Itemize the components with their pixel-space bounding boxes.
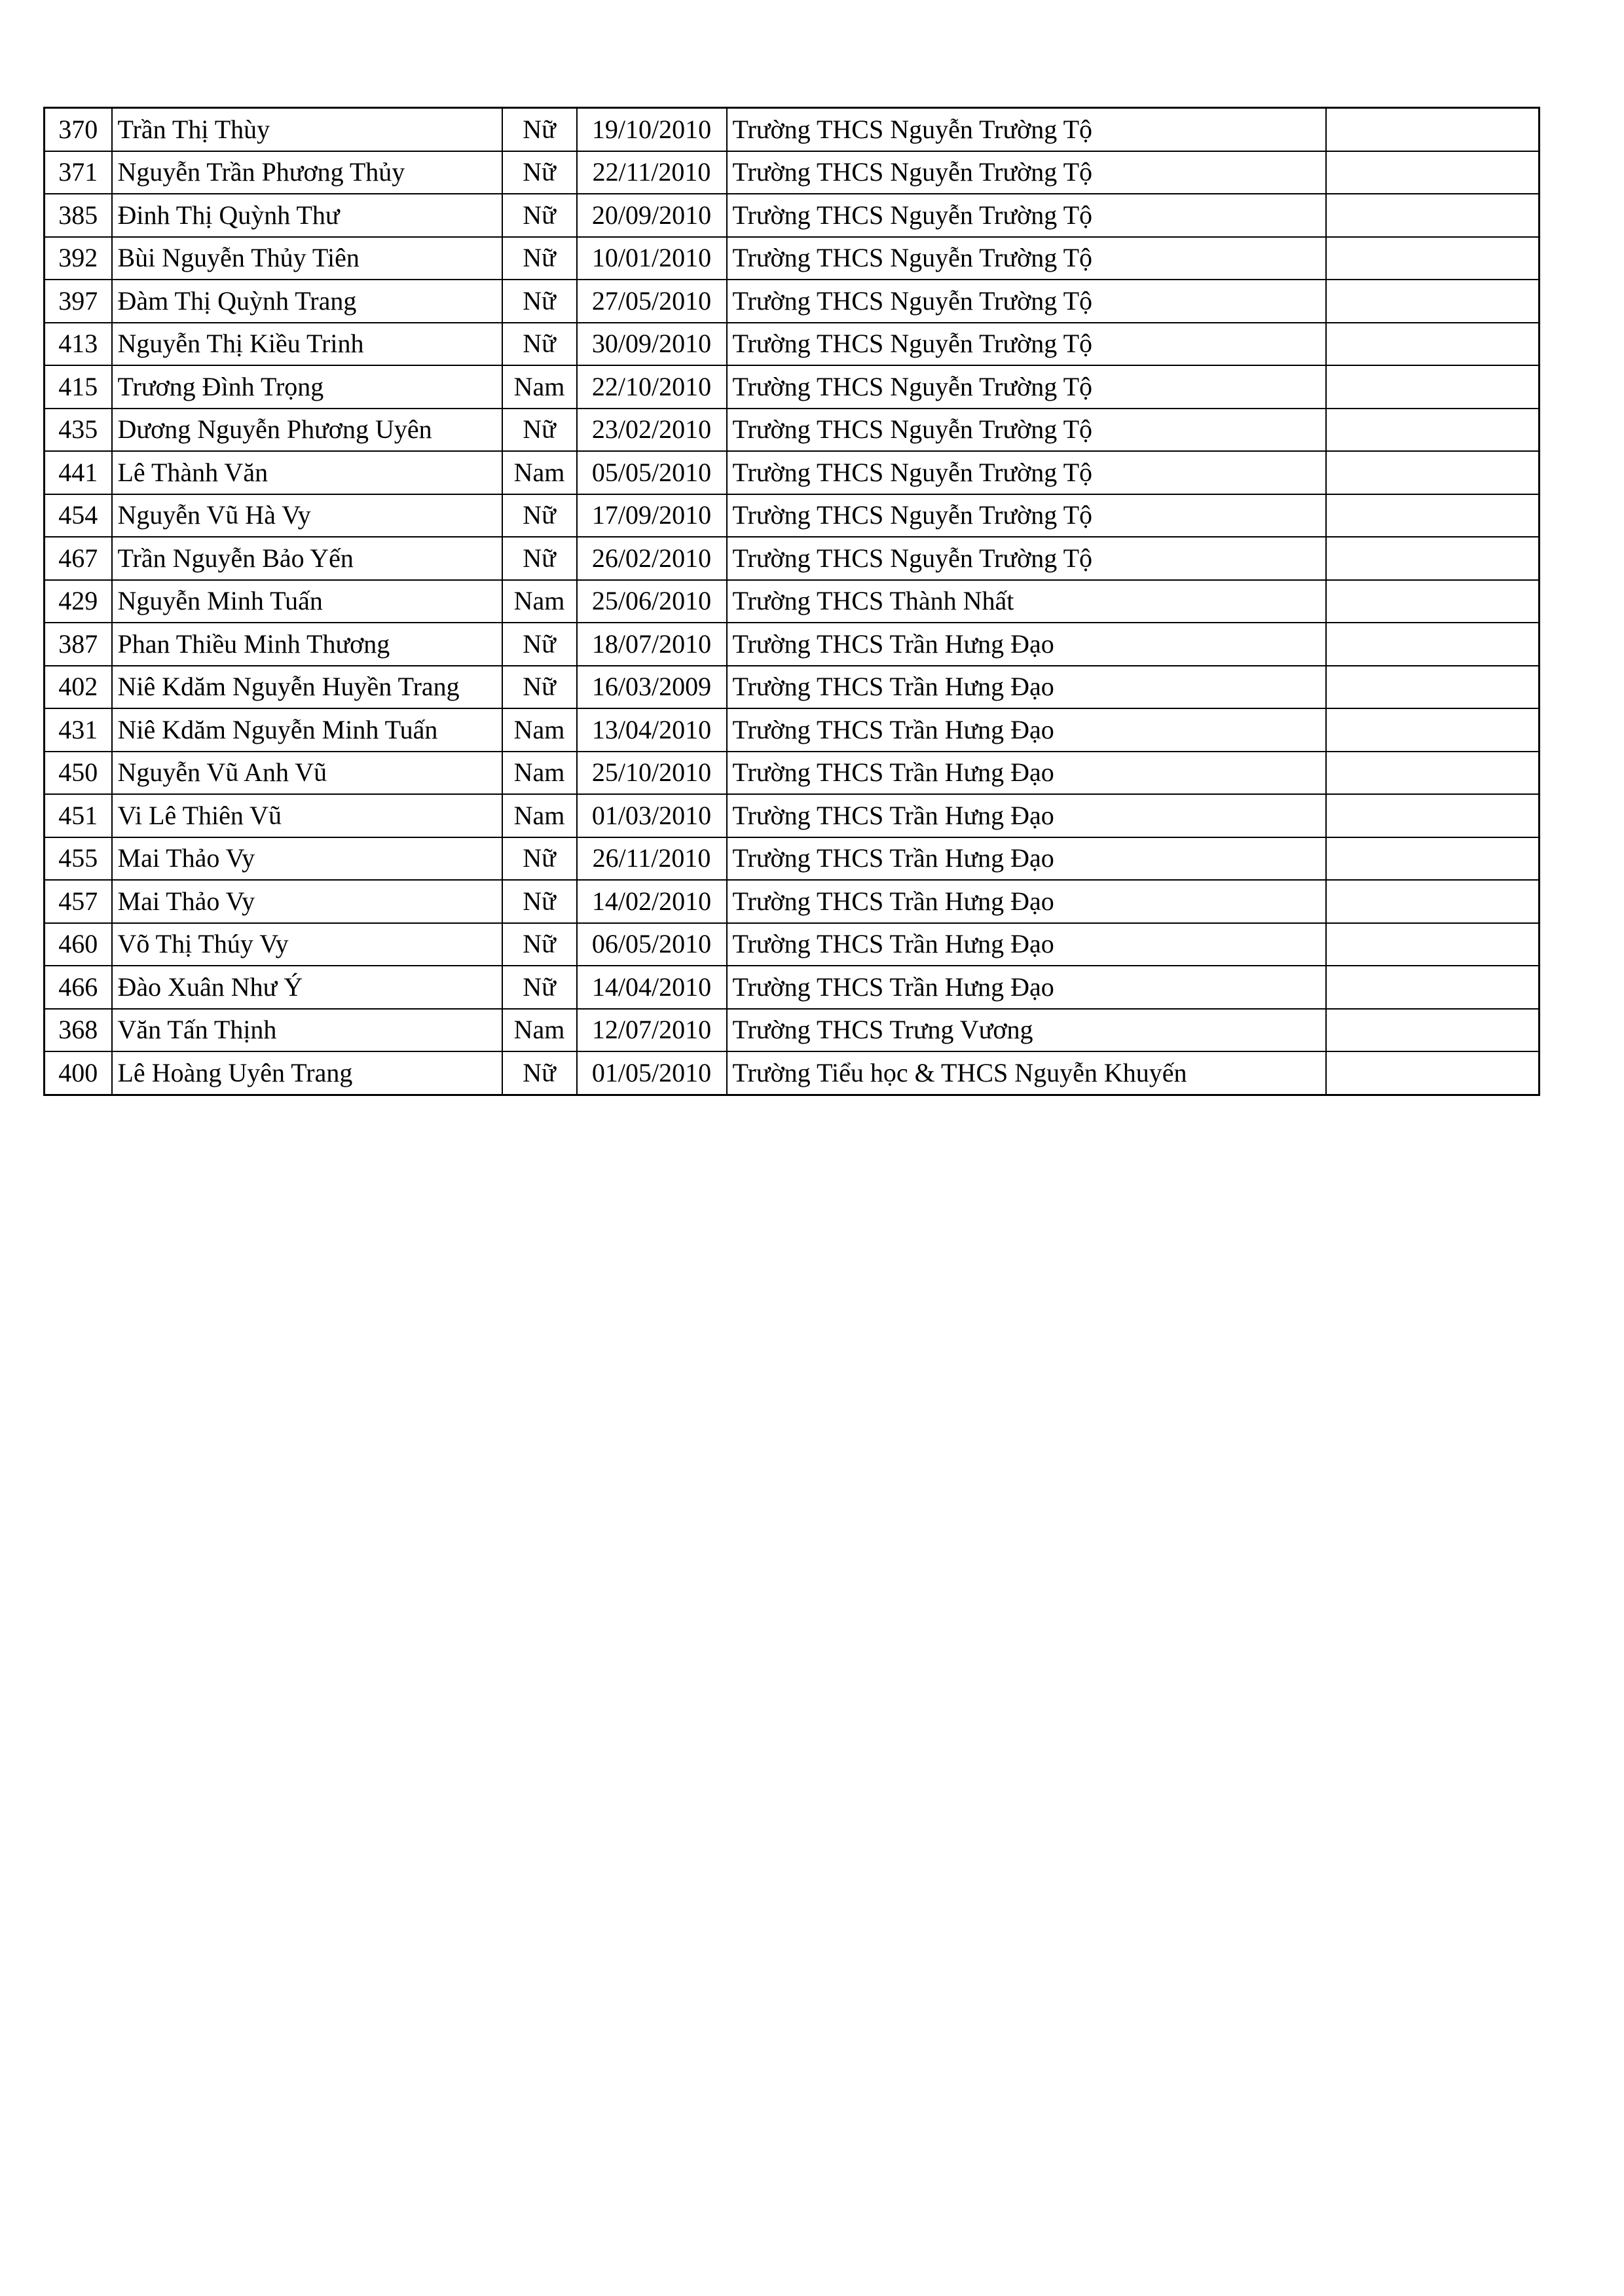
cell-student-name: Trần Thị Thùy (112, 108, 502, 151)
table-row (45, 666, 1540, 709)
table-row (45, 580, 1540, 623)
cell-date-of-birth: 14/02/2010 (577, 880, 727, 923)
cell-note (1326, 708, 1540, 752)
cell-student-name: Văn Tấn Thịnh (112, 1009, 502, 1052)
table-row (45, 537, 1540, 580)
cell-student-name: Lê Hoàng Uyên Trang (112, 1051, 502, 1095)
cell-gender: Nữ (502, 880, 577, 923)
cell-number: 402 (45, 666, 112, 709)
cell-school: Trường THCS Trần Hưng Đạo (727, 837, 1326, 881)
cell-note (1326, 1051, 1540, 1095)
cell-school: Trường THCS Trần Hưng Đạo (727, 666, 1326, 709)
cell-note (1326, 280, 1540, 323)
cell-school: Trường THCS Nguyễn Trường Tộ (727, 537, 1326, 580)
cell-date-of-birth: 22/10/2010 (577, 365, 727, 409)
cell-number: 392 (45, 237, 112, 280)
cell-date-of-birth: 26/02/2010 (577, 537, 727, 580)
cell-number: 397 (45, 280, 112, 323)
cell-number: 455 (45, 837, 112, 881)
cell-note (1326, 794, 1540, 837)
cell-student-name: Mai Thảo Vy (112, 880, 502, 923)
cell-student-name: Nguyễn Vũ Anh Vũ (112, 752, 502, 795)
cell-note (1326, 108, 1540, 151)
cell-note (1326, 923, 1540, 966)
cell-school: Trường THCS Trần Hưng Đạo (727, 880, 1326, 923)
cell-school: Trường THCS Trưng Vương (727, 1009, 1326, 1052)
table-row (45, 494, 1540, 538)
cell-student-name: Nguyễn Minh Tuấn (112, 580, 502, 623)
cell-number: 457 (45, 880, 112, 923)
cell-date-of-birth: 26/11/2010 (577, 837, 727, 881)
cell-note (1326, 580, 1540, 623)
cell-number: 415 (45, 365, 112, 409)
cell-school: Trường THCS Trần Hưng Đạo (727, 623, 1326, 666)
student-roster-table (43, 107, 1540, 1096)
table-row (45, 794, 1540, 837)
cell-date-of-birth: 27/05/2010 (577, 280, 727, 323)
cell-student-name: Niê Kdăm Nguyễn Minh Tuấn (112, 708, 502, 752)
cell-student-name: Dương Nguyễn Phương Uyên (112, 409, 502, 452)
cell-number: 370 (45, 108, 112, 151)
cell-note (1326, 323, 1540, 366)
cell-date-of-birth: 22/11/2010 (577, 151, 727, 194)
roster-body (45, 108, 1540, 1095)
cell-date-of-birth: 06/05/2010 (577, 923, 727, 966)
cell-gender: Nam (502, 1009, 577, 1052)
table-row (45, 837, 1540, 881)
cell-number: 413 (45, 323, 112, 366)
cell-student-name: Đàm Thị Quỳnh Trang (112, 280, 502, 323)
cell-school: Trường THCS Nguyễn Trường Tộ (727, 323, 1326, 366)
cell-gender: Nam (502, 752, 577, 795)
cell-note (1326, 1009, 1540, 1052)
table-row (45, 880, 1540, 923)
cell-school: Trường THCS Nguyễn Trường Tộ (727, 451, 1326, 494)
table-row (45, 1051, 1540, 1095)
cell-note (1326, 237, 1540, 280)
cell-student-name: Mai Thảo Vy (112, 837, 502, 881)
cell-note (1326, 880, 1540, 923)
cell-gender: Nữ (502, 623, 577, 666)
cell-number: 429 (45, 580, 112, 623)
cell-school: Trường THCS Thành Nhất (727, 580, 1326, 623)
cell-note (1326, 151, 1540, 194)
cell-school: Trường THCS Nguyễn Trường Tộ (727, 409, 1326, 452)
cell-gender: Nữ (502, 108, 577, 151)
cell-note (1326, 752, 1540, 795)
cell-school: Trường THCS Nguyễn Trường Tộ (727, 365, 1326, 409)
cell-number: 466 (45, 966, 112, 1009)
cell-date-of-birth: 14/04/2010 (577, 966, 727, 1009)
cell-gender: Nữ (502, 494, 577, 538)
cell-gender: Nữ (502, 966, 577, 1009)
cell-date-of-birth: 18/07/2010 (577, 623, 727, 666)
cell-student-name: Vi Lê Thiên Vũ (112, 794, 502, 837)
table-row (45, 708, 1540, 752)
cell-number: 441 (45, 451, 112, 494)
cell-school: Trường THCS Nguyễn Trường Tộ (727, 280, 1326, 323)
cell-gender: Nam (502, 365, 577, 409)
cell-date-of-birth: 05/05/2010 (577, 451, 727, 494)
cell-student-name: Võ Thị Thúy Vy (112, 923, 502, 966)
cell-note (1326, 537, 1540, 580)
cell-date-of-birth: 23/02/2010 (577, 409, 727, 452)
cell-student-name: Đào Xuân Như Ý (112, 966, 502, 1009)
cell-date-of-birth: 17/09/2010 (577, 494, 727, 538)
cell-school: Trường THCS Trần Hưng Đạo (727, 794, 1326, 837)
cell-note (1326, 365, 1540, 409)
cell-gender: Nữ (502, 237, 577, 280)
cell-school: Trường THCS Nguyễn Trường Tộ (727, 108, 1326, 151)
cell-student-name: Phan Thiều Minh Thương (112, 623, 502, 666)
table-row (45, 923, 1540, 966)
cell-student-name: Nguyễn Vũ Hà Vy (112, 494, 502, 538)
cell-date-of-birth: 12/07/2010 (577, 1009, 727, 1052)
cell-student-name: Trương Đình Trọng (112, 365, 502, 409)
cell-school: Trường THCS Nguyễn Trường Tộ (727, 237, 1326, 280)
cell-gender: Nữ (502, 537, 577, 580)
cell-gender: Nam (502, 794, 577, 837)
cell-number: 368 (45, 1009, 112, 1052)
table-row (45, 451, 1540, 494)
table-row (45, 108, 1540, 151)
cell-number: 467 (45, 537, 112, 580)
cell-date-of-birth: 16/03/2009 (577, 666, 727, 709)
table-row (45, 280, 1540, 323)
table-row (45, 752, 1540, 795)
cell-school: Trường THCS Trần Hưng Đạo (727, 923, 1326, 966)
cell-gender: Nữ (502, 194, 577, 237)
cell-number: 460 (45, 923, 112, 966)
cell-school: Trường THCS Trần Hưng Đạo (727, 966, 1326, 1009)
cell-note (1326, 494, 1540, 538)
table-row (45, 365, 1540, 409)
cell-note (1326, 623, 1540, 666)
cell-note (1326, 837, 1540, 881)
cell-student-name: Nguyễn Thị Kiều Trinh (112, 323, 502, 366)
cell-student-name: Bùi Nguyễn Thủy Tiên (112, 237, 502, 280)
cell-student-name: Niê Kdăm Nguyễn Huyền Trang (112, 666, 502, 709)
cell-gender: Nữ (502, 151, 577, 194)
cell-number: 385 (45, 194, 112, 237)
cell-number: 450 (45, 752, 112, 795)
cell-gender: Nữ (502, 923, 577, 966)
cell-date-of-birth: 20/09/2010 (577, 194, 727, 237)
cell-school: Trường THCS Nguyễn Trường Tộ (727, 151, 1326, 194)
cell-number: 435 (45, 409, 112, 452)
cell-date-of-birth: 25/06/2010 (577, 580, 727, 623)
cell-date-of-birth: 10/01/2010 (577, 237, 727, 280)
cell-gender: Nam (502, 708, 577, 752)
cell-date-of-birth: 25/10/2010 (577, 752, 727, 795)
table-row (45, 623, 1540, 666)
cell-number: 431 (45, 708, 112, 752)
cell-gender: Nữ (502, 409, 577, 452)
table-row (45, 151, 1540, 194)
cell-student-name: Đinh Thị Quỳnh Thư (112, 194, 502, 237)
cell-school: Trường THCS Trần Hưng Đạo (727, 752, 1326, 795)
cell-school: Trường THCS Trần Hưng Đạo (727, 708, 1326, 752)
cell-number: 454 (45, 494, 112, 538)
table-row (45, 194, 1540, 237)
cell-note (1326, 666, 1540, 709)
cell-gender: Nam (502, 451, 577, 494)
cell-gender: Nữ (502, 666, 577, 709)
cell-note (1326, 194, 1540, 237)
cell-date-of-birth: 01/05/2010 (577, 1051, 727, 1095)
table-row (45, 323, 1540, 366)
cell-number: 387 (45, 623, 112, 666)
cell-date-of-birth: 13/04/2010 (577, 708, 727, 752)
cell-student-name: Nguyễn Trần Phương Thủy (112, 151, 502, 194)
table-row (45, 966, 1540, 1009)
cell-gender: Nữ (502, 323, 577, 366)
cell-school: Trường Tiểu học & THCS Nguyễn Khuyến (727, 1051, 1326, 1095)
cell-note (1326, 451, 1540, 494)
cell-note (1326, 409, 1540, 452)
table-row (45, 1009, 1540, 1052)
cell-gender: Nam (502, 580, 577, 623)
cell-student-name: Trần Nguyễn Bảo Yến (112, 537, 502, 580)
cell-gender: Nữ (502, 1051, 577, 1095)
table-row (45, 237, 1540, 280)
cell-date-of-birth: 19/10/2010 (577, 108, 727, 151)
cell-date-of-birth: 30/09/2010 (577, 323, 727, 366)
cell-student-name: Lê Thành Văn (112, 451, 502, 494)
cell-school: Trường THCS Nguyễn Trường Tộ (727, 494, 1326, 538)
cell-date-of-birth: 01/03/2010 (577, 794, 727, 837)
cell-note (1326, 966, 1540, 1009)
cell-number: 451 (45, 794, 112, 837)
cell-school: Trường THCS Nguyễn Trường Tộ (727, 194, 1326, 237)
cell-number: 400 (45, 1051, 112, 1095)
cell-gender: Nữ (502, 837, 577, 881)
cell-number: 371 (45, 151, 112, 194)
table-row (45, 409, 1540, 452)
cell-gender: Nữ (502, 280, 577, 323)
